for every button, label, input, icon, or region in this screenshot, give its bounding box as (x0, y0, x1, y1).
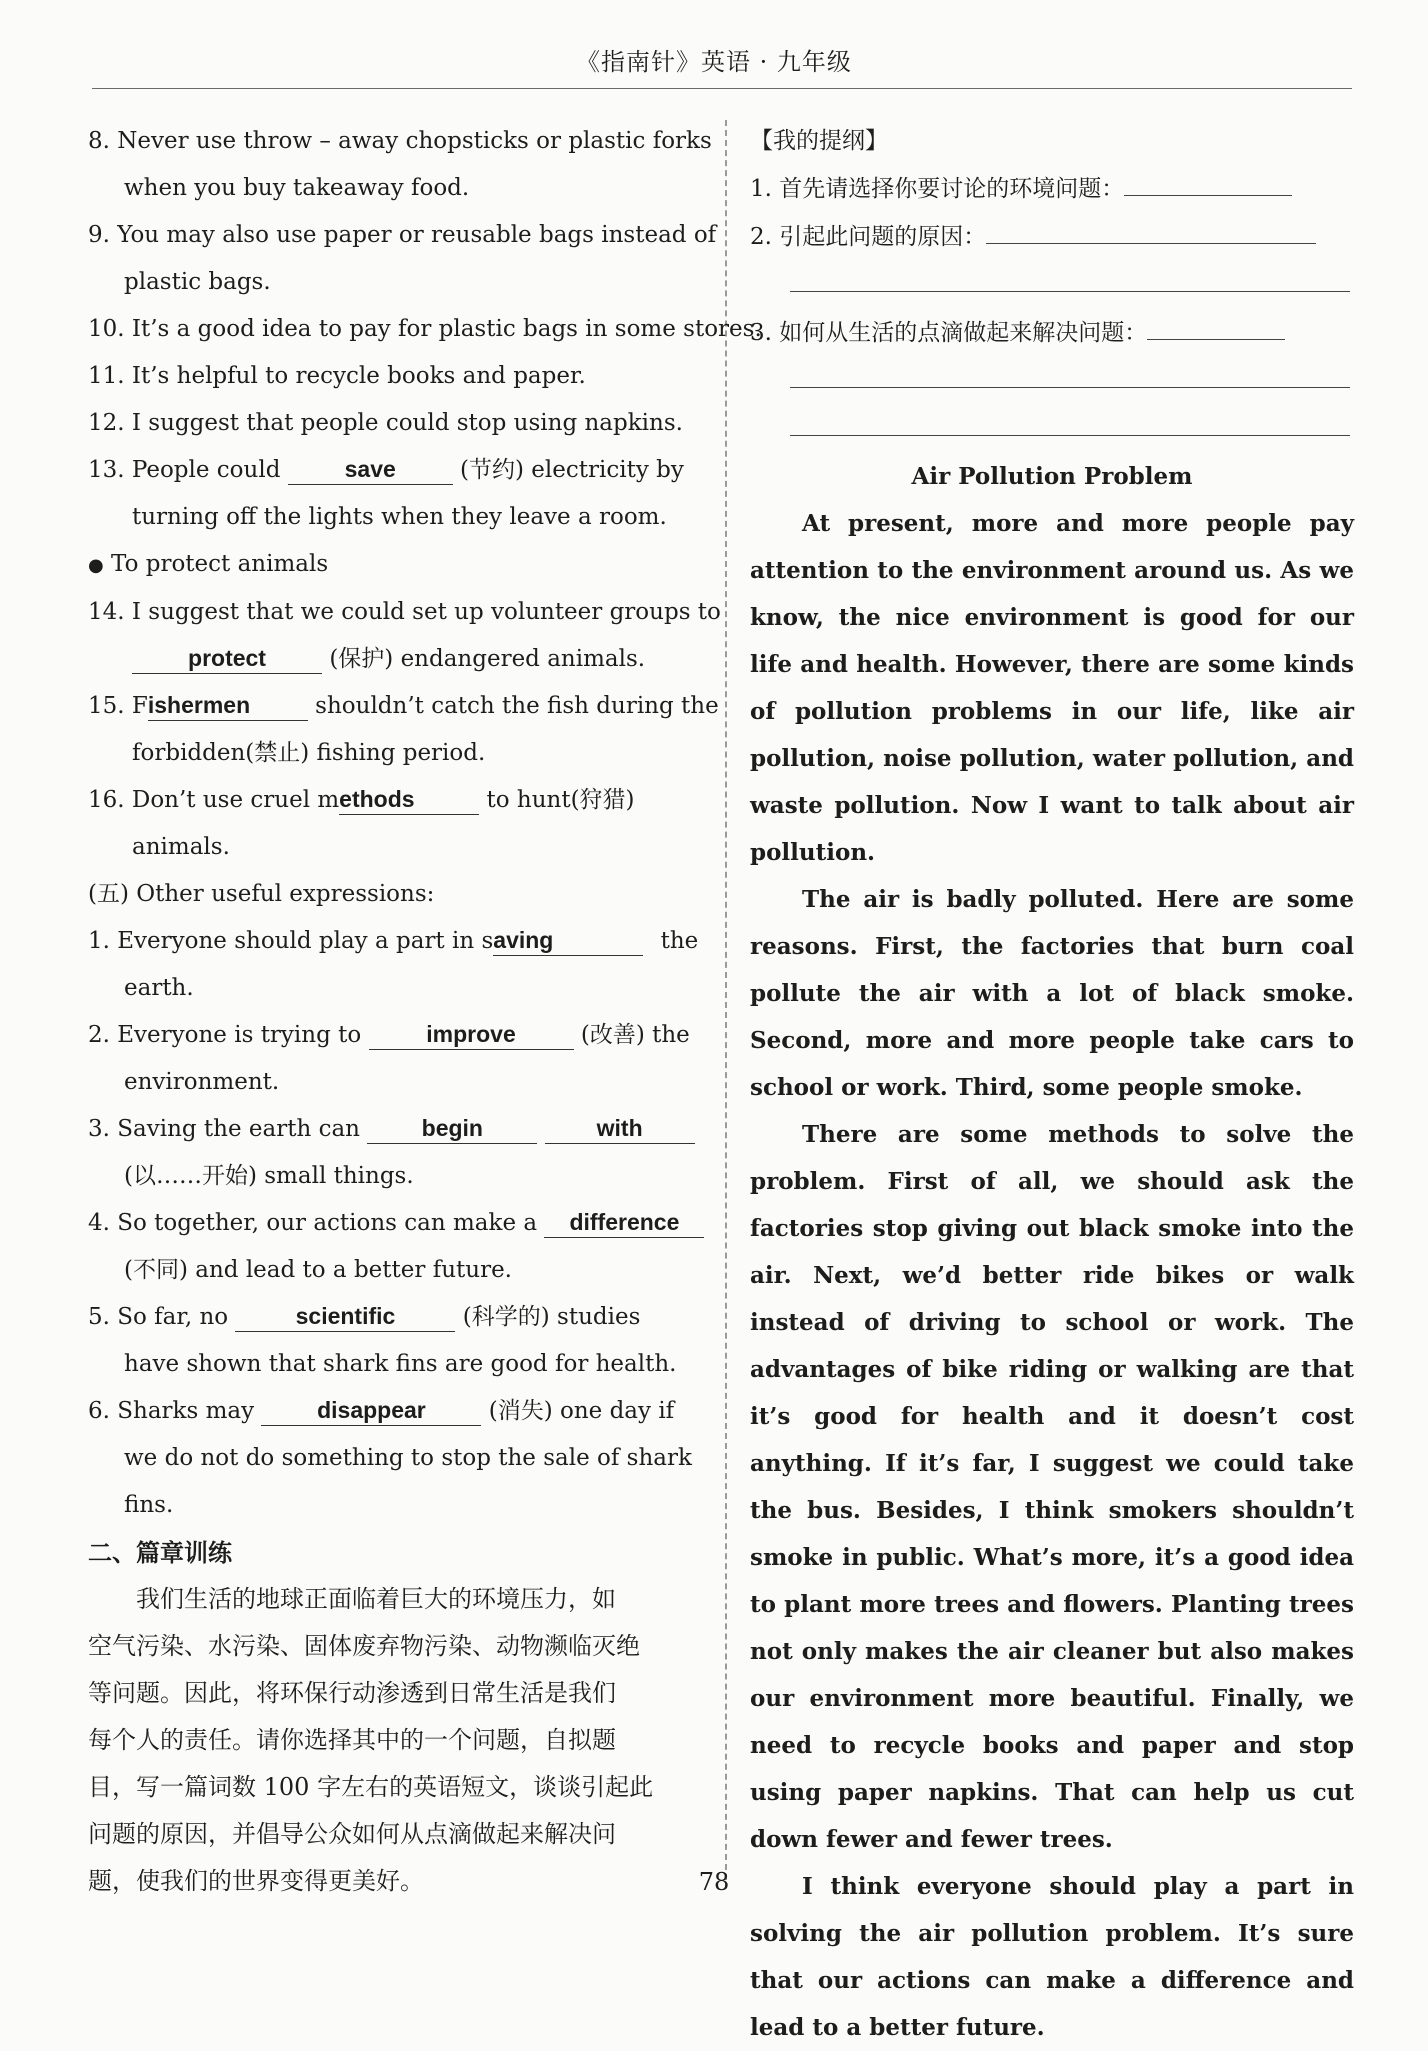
item-13-line-2: turning off the lights when they leave a room. (132, 504, 667, 530)
expr-4-pre: 4. So together, our actions can make a (88, 1210, 538, 1236)
item-15-post: shouldn’t catch the fish during the (315, 693, 719, 719)
bullet-heading-text: To protect animals (111, 551, 329, 577)
essay-paragraph: There are some methods to solve the problem. First of all, we should ask the factories stop giving out black smoke into the air. Next, we’d better ride bikes or walk instead of driving to school or work. The advantages of bike riding or walking are that it’s good for health and it doesn’t cost anything. If it’s far, I suggest we could take the bus. Besides, I think smokers shouldn’t smoke in public. What’s more, it’s a good idea to plant more trees and flowers. Planting trees not only makes the air cleaner but also makes our environment more beautiful. Finally, we need to recycle books and paper and stop using paper napkins. That can help us cut down fewer and fewer trees. (750, 1121, 1354, 1853)
expr-3-line-1 (88, 1106, 698, 1153)
expr-2-answer: improve (369, 1019, 574, 1050)
expr-1-line-2: earth. (124, 975, 194, 1001)
item-12: 12. I suggest that people could stop using napkins. (88, 410, 683, 436)
item-16-line-2: animals. (132, 834, 230, 860)
outline-item-1-text: 1. 首先请选择你要讨论的环境问题： (750, 176, 1125, 202)
item-13-answer: save (288, 454, 453, 485)
expr-5-answer: scientific (235, 1301, 455, 1332)
header-rule (92, 88, 1352, 89)
item-15-pre: 15. F (88, 693, 148, 719)
expr-6-answer: disappear (261, 1395, 481, 1426)
expr-3-line-2: (以……开始) small things. (124, 1163, 414, 1189)
expr-1-pre: 1. Everyone should play a part in s (88, 928, 494, 954)
item-16-answer: ethods (339, 784, 479, 815)
item-10: 10. It’s a good idea to pay for plastic bags in some stores. (88, 316, 762, 342)
item-8-line-1: 8. Never use throw – away chopsticks or plastic forks (88, 128, 712, 154)
outline-blank (790, 261, 1350, 292)
item-13-line-1 (88, 447, 698, 494)
item-16-post: to hunt(狩猎) (486, 787, 635, 813)
expr-5-line-2: have shown that shark fins are good for health. (124, 1351, 677, 1377)
expr-4-answer: difference (544, 1207, 704, 1238)
item-14-answer: protect (132, 643, 322, 674)
bullet-dot-icon: ● (88, 555, 104, 576)
expr-5-line-1 (88, 1294, 698, 1341)
essay-paragraph: I think everyone should play a part in solving the air pollution problem. It’s sure that our actions can make a difference and lead to a better future. (750, 1873, 1354, 2041)
item-8-line-2: when you buy takeaway food. (124, 175, 470, 201)
column-divider (725, 120, 727, 1880)
bullet-heading (88, 541, 698, 589)
expr-5-pre: 5. So far, no (88, 1304, 229, 1330)
item-11: 11. It’s helpful to recycle books and paper. (88, 363, 586, 389)
outline-blank (790, 405, 1350, 436)
task-line: 目，写一篇词数 100 字左右的英语短文，谈谈引起此 (88, 1773, 654, 1801)
item-9-line-2: plastic bags. (124, 269, 271, 295)
expr-6-post: (消失) one day if (488, 1398, 675, 1424)
task-line: 等问题。因此，将环保行动渗透到日常生活是我们 (88, 1679, 616, 1707)
task-line: 我们生活的地球正面临着巨大的环境压力，如 (136, 1585, 616, 1613)
expr-4-line-1 (88, 1200, 698, 1247)
essay-paragraph: At present, more and more people pay attention to the environment around us. As we know, the nice environment is good for our life and health. However, there are some kinds of pollution problems in our life, like air pollution, noise pollution, water pollution, and waste pollution. Now I want to talk about air pollution. (750, 510, 1354, 866)
item-14-post: (保护) endangered animals. (329, 646, 646, 672)
outline-blank (1147, 309, 1285, 340)
section-2-heading: 二、篇章训练 (88, 1538, 232, 1567)
outline-blank (1124, 165, 1292, 196)
item-15-line-1 (88, 683, 719, 730)
outline-blank (790, 357, 1350, 388)
item-15-answer: ishermen (148, 690, 308, 721)
item-13-post: (节约) electricity by (460, 457, 684, 483)
expr-6-pre: 6. Sharks may (88, 1398, 255, 1424)
item-13-pre: 13. People could (88, 457, 281, 483)
task-line: 题，使我们的世界变得更美好。 (88, 1867, 424, 1895)
right-column (750, 118, 1354, 2051)
outline-blank (986, 213, 1316, 244)
expr-1-post: the (660, 928, 699, 954)
outline-item-3-text: 3. 如何从生活的点滴做起来解决问题： (750, 320, 1148, 346)
writing-task (88, 1576, 698, 1905)
expr-6-line-1 (88, 1388, 698, 1435)
item-15-line-2: forbidden(禁止) fishing period. (132, 740, 486, 766)
outline-item-3 (750, 309, 1354, 357)
expr-1-answer: aving (493, 925, 643, 956)
task-line: 问题的原因，并倡导公众如何从点滴做起来解决问 (88, 1820, 616, 1848)
item-14-line-1: 14. I suggest that we could set up volunteer groups to (88, 599, 721, 625)
outline-item-3-extra (750, 405, 1354, 453)
item-14-line-2 (88, 636, 698, 683)
outline-item-1 (750, 165, 1354, 213)
essay-paragraph: The air is badly polluted. Here are some reasons. First, the factories that burn coal pollute the air with a lot of black smoke. Second, more and more people take cars to school or work. Third, some people smoke. (750, 886, 1354, 1101)
outline-item-2-extra (750, 261, 1354, 309)
item-16-line-1 (88, 777, 698, 824)
expr-3-answer-2: with (545, 1113, 695, 1144)
expr-2-line-2: environment. (124, 1069, 280, 1095)
expr-4-line-2: (不同) and lead to a better future. (124, 1257, 512, 1283)
task-line: 每个人的责任。请你选择其中的一个问题，自拟题 (88, 1726, 616, 1754)
expr-3-pre: 3. Saving the earth can (88, 1116, 360, 1142)
item-9-line-1: 9. You may also use paper or reusable bags instead of (88, 222, 717, 248)
expr-2-pre: 2. Everyone is trying to (88, 1022, 362, 1048)
section-5-heading: (五) Other useful expressions: (88, 881, 435, 907)
expr-6-line-2: we do not do something to stop the sale of shark (124, 1445, 692, 1471)
expr-2-post: (改善) the (580, 1022, 690, 1048)
page-header: 《指南针》英语 · 九年级 (576, 48, 852, 76)
item-16-pre: 16. Don’t use cruel m (88, 787, 340, 813)
expr-1-line-1 (88, 918, 698, 965)
outline-heading: 【我的提纲】 (750, 128, 888, 154)
expr-2-line-1 (88, 1012, 698, 1059)
task-line: 空气污染、水污染、固体废弃物污染、动物濒临灭绝 (88, 1632, 640, 1660)
outline-item-2 (750, 213, 1354, 261)
essay-body (750, 500, 1354, 2051)
outline-item-3-extra (750, 357, 1354, 405)
expr-6-line-3: fins. (124, 1492, 174, 1518)
essay-title: Air Pollution Problem (911, 463, 1193, 490)
expr-3-answer-1: begin (367, 1113, 537, 1144)
outline-item-2-text: 2. 引起此问题的原因： (750, 224, 987, 250)
page-number: 78 (698, 1868, 730, 1896)
expr-5-post: (科学的) studies (462, 1304, 641, 1330)
